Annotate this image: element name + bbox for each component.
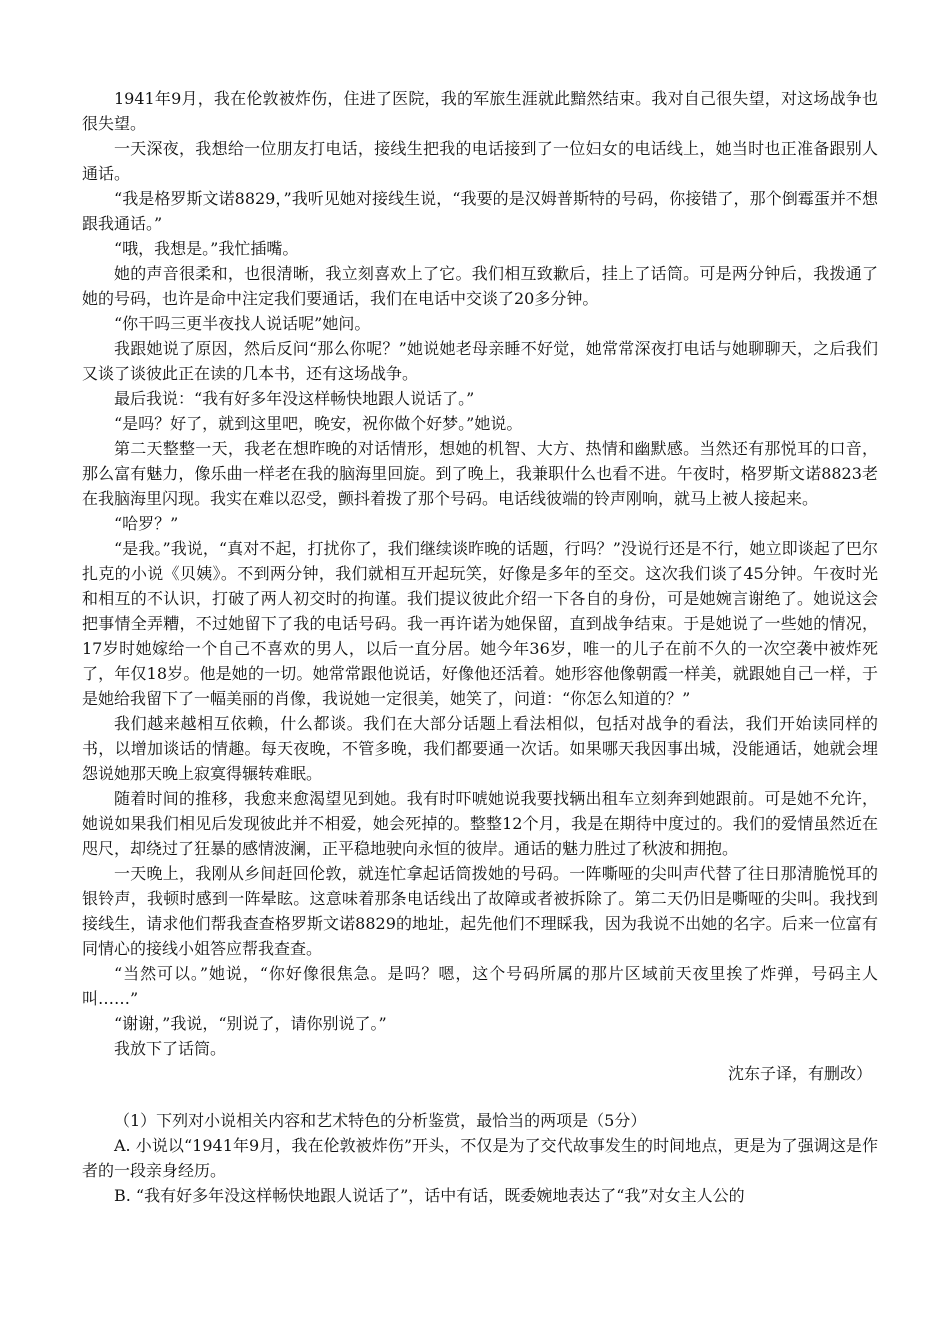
story-paragraph: 我放下了话筒。 [114,1039,227,1058]
story-paragraph: 一天晚上，我刚从乡间赶回伦敦，就连忙拿起话筒拨她的号码。一阵嘶哑的尖叫声代替了往日那清脆悦耳的银铃声，我顿时感到一阵晕眩。这意味着那条电话线出了故障或者被拆除了。第二天仍旧是嘶哑的尖叫。我找到接线生，请求他们帮我查查格罗斯文诺8829的地址，起先他们不理睬我，因为我说不出她的名字。后来一位富有同情心的接线小姐答应帮我查查。 [82,864,878,958]
translator-attribution: 沈东子译，有删改） [727,1064,872,1083]
story-paragraph: 一天深夜，我想给一位朋友打电话，接线生把我的电话接到了一位妇女的电话线上，她当时也正准备跟别人通话。 [82,139,878,183]
story-paragraph: 1941年9月，我在伦敦被炸伤，住进了医院，我的军旅生涯就此黯然结束。我对自己很失望，对这场战争也很失望。 [82,89,878,133]
story-paragraph: 我跟她说了原因，然后反问“那么你呢？”她说她老母亲睡不好觉，她常常深夜打电话与她聊聊天，之后我们又谈了谈彼此正在读的几本书，还有这场战争。 [82,339,878,383]
story-paragraph: “是我。”我说，“真对不起，打扰你了，我们继续谈昨晚的话题，行吗？”没说行还是不行，她立即谈起了巴尔扎克的小说《贝姨》。不到两分钟，我们就相互开起玩笑，好像是多年的至交。这次我们谈了45分钟。午夜时光和相互的不认识，打破了两人初交时的拘谨。我们提议彼此介绍一下各自的身份，可是她婉言谢绝了。她说这会把事情全弄糟，不过她留下了我的电话号码。我一再许诺为她保留，直到战争结束。于是她说了一些她的情况，17岁时她嫁给一个自己不喜欢的男人，以后一直分居。她今年36岁，唯一的儿子在前不久的一次空袭中被炸死了，年仅18岁。他是她的一切。她常常跟他说话，好像他还活着。她形容他像朝霞一样美，就跟她自己一样，于是她给我留下了一幅美丽的肖像，我说她一定很美，她笑了，问道：“你怎么知道的？” [82,539,878,708]
story-paragraph: “谢谢，”我说，“别说了，请你别说了。” [114,1014,387,1033]
story-paragraph: “哈罗？” [114,514,179,533]
story-paragraph: “当然可以。”她说，“你好像很焦急。是吗？嗯，这个号码所属的那片区域前天夜里挨了炸弹，号码主人叫……” [82,964,878,1008]
story-paragraph: 随着时间的推移，我愈来愈渴望见到她。我有时吓唬她说我要找辆出租车立刻奔到她跟前。可是她不允许，她说如果我们相见后发现彼此并不相爱，她会死掉的。整整12个月，我是在期待中度过的。我们的爱情虽然近在咫尺，却绕过了狂暴的感情波澜，正平稳地驶向永恒的彼岸。通话的魅力胜过了秋波和拥抱。 [82,789,878,858]
story-paragraph: “是吗？好了，就到这里吧，晚安，祝你做个好梦。”她说。 [114,414,523,433]
story-paragraph: 最后我说：“我有好多年没这样畅快地跟人说话了。” [114,389,475,408]
story-paragraph: 第二天整整一天，我老在想昨晚的对话情形，想她的机智、大方、热情和幽默感。当然还有那悦耳的口音，那么富有魅力，像乐曲一样老在我的脑海里回旋。到了晚上，我兼职什么也看不进。午夜时，格罗斯文诺8823老在我脑海里闪现。我实在难以忍受，颤抖着拨了那个号码。电话线彼端的铃声刚响，就马上被人接起来。 [82,439,878,508]
story-paragraph: “哦，我想是。”我忙插嘴。 [114,239,299,258]
story-body [82,86,878,1086]
option-a: A. 小说以“1941年9月，我在伦敦被炸伤”开头，不仅是为了交代故事发生的时间地点，更是为了强调这是作者的一段亲身经历。 [82,1136,878,1180]
option-b: B. “我有好多年没这样畅快地跟人说话了”，话中有话，既委婉地表达了“我”对女主人公的 [114,1186,745,1205]
question-block [82,1108,878,1208]
story-paragraph: “我是格罗斯文诺8829，”我听见她对接线生说，“我要的是汉姆普斯特的号码，你接错了，那个倒霉蛋并不想跟我通话。” [82,189,878,233]
story-paragraph: “你干吗三更半夜找人说话呢”她问。 [114,314,371,333]
question-stem: （1）下列对小说相关内容和艺术特色的分析鉴赏，最恰当的两项是（5分） [114,1111,647,1130]
story-paragraph: 她的声音很柔和，也很清晰，我立刻喜欢上了它。我们相互致歉后，挂上了话筒。可是两分钟后，我拨通了她的号码，也许是命中注定我们要通话，我们在电话中交谈了20多分钟。 [82,264,878,308]
document-page [82,86,878,1208]
story-paragraph: 我们越来越相互依赖，什么都谈。我们在大部分话题上看法相似，包括对战争的看法，我们开始读同样的书，以增加谈话的情趣。每天夜晚，不管多晚，我们都要通一次话。如果哪天我因事出城，没能通话，她就会埋怨说她那天晚上寂寞得辗转难眠。 [82,714,878,783]
